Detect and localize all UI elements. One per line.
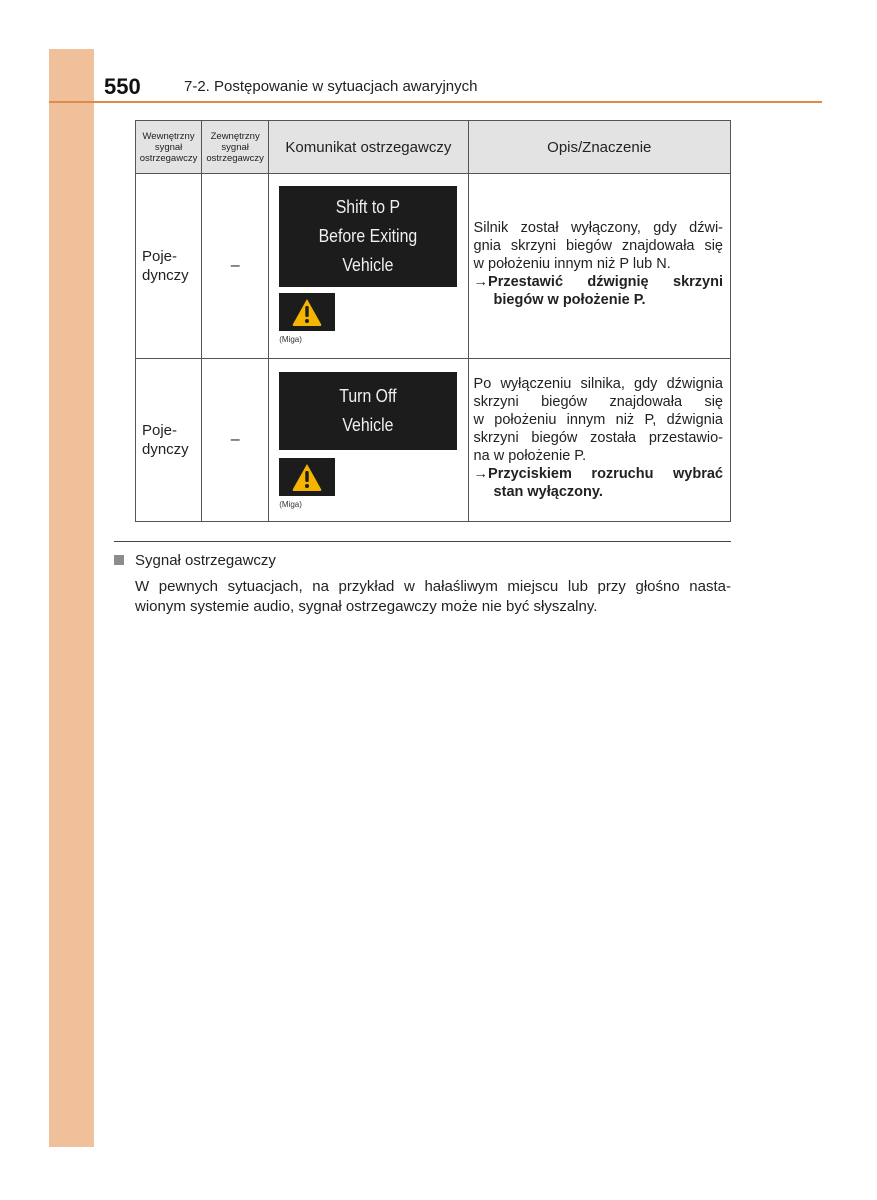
display-line: Turn Off — [339, 386, 397, 406]
table-header-row — [136, 121, 731, 174]
warning-badge — [279, 458, 335, 496]
bullet-square-icon — [114, 555, 124, 565]
action-text: →Przyciskiem rozruchu wybrać — [473, 466, 723, 482]
message-cell — [269, 174, 468, 359]
section-title: 7-2. Postępowanie w sytuacjach awaryjnych — [184, 78, 478, 95]
table-row — [136, 359, 731, 522]
internal-signal-cell: Poje- dynczy — [136, 174, 202, 359]
external-signal-cell: – — [202, 359, 269, 522]
display-screen — [279, 186, 457, 287]
blink-note: (Miga) — [279, 500, 302, 509]
warning-triangle-icon — [291, 462, 323, 492]
note-title: Sygnał ostrzegawczy — [135, 552, 276, 569]
page-number: 550 — [104, 74, 141, 99]
warning-table — [135, 120, 731, 522]
display-screen — [279, 372, 457, 450]
display-line: Vehicle — [342, 415, 394, 435]
table-row — [136, 174, 731, 359]
action-text: biegów w położenie P. — [493, 292, 646, 308]
description-cell: Silnik został wyłączony, gdy dźwi- gnia skrzyni biegów znajdowała się w położeniu innym niż P lub N. →Przestawić dźwignię skrzyni biegów w położenie P. — [468, 174, 730, 359]
note-body: W pewnych sytuacjach, na przykład w hałaśliwym miejscu lub przy głośno nasta- wionym systemie audio, sygnał ostrzegawczy może nie być słyszalny. — [135, 578, 731, 615]
internal-signal-cell: Poje- dynczy — [136, 359, 202, 522]
warning-triangle-icon — [291, 297, 323, 327]
action-text: stan wyłączony. — [493, 484, 603, 500]
message-cell — [269, 359, 468, 522]
header-rule — [49, 101, 822, 103]
side-band — [49, 49, 94, 1147]
warning-badge — [279, 293, 335, 331]
header-description: Opis/Znaczenie — [468, 121, 730, 174]
description-cell: Po wyłączeniu silnika, gdy dźwignia skrzyni biegów znajdowała się w położeniu innym niż P, dźwignia skrzyni biegów została przestawio- na w położenie P. →Przyciskiem rozruchu wybrać stan wyłączony. — [468, 359, 730, 522]
display-line: Before Exiting — [318, 226, 418, 246]
display-line: Vehicle — [342, 255, 394, 275]
section-rule — [114, 541, 731, 542]
header-internal-signal: Wewnętrzny sygnał ostrzegawczy — [136, 121, 202, 174]
header-message: Komunikat ostrzegawczy — [269, 121, 468, 174]
header-external-signal: Zewnętrzny sygnał ostrzegawczy — [202, 121, 269, 174]
external-signal-cell: – — [202, 174, 269, 359]
action-text: →Przestawić dźwignię skrzyni — [473, 274, 723, 290]
display-line: Shift to P — [335, 197, 401, 217]
blink-note: (Miga) — [279, 335, 302, 344]
